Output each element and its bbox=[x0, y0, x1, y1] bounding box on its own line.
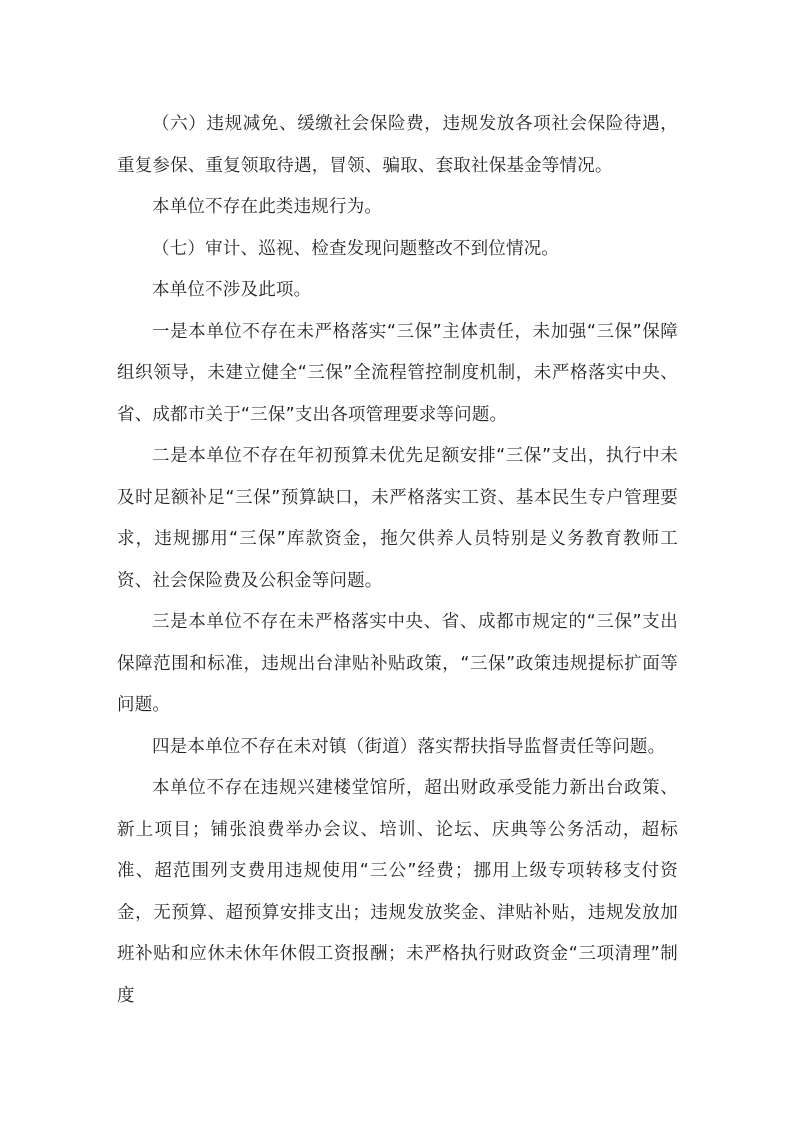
paragraph-six-answer: 本单位不存在此类违规行为。 bbox=[152, 197, 383, 217]
paragraph-seven-answer: 本单位不涉及此项。 bbox=[152, 280, 312, 300]
paragraph-item-one: 一是本单位不存在未严格落实“三保”主体责任，未加强“三保”保障组织领导，未建立健全“三保”全流程管控制度机制，未严格落实中央、省、成都市关于“三保”支出各项管理要求等问题。 bbox=[117, 321, 678, 425]
paragraph-item-four: 四是本单位不存在未对镇（街道）落实帮扶指导监督责任等问题。 bbox=[152, 736, 666, 757]
paragraph-summary: 本单位不存在违规兴建楼堂馆所，超出财政承受能力新出台政策、新上项目；铺张浪费举办会议、培训、论坛、庆典等公务活动，超标准、超范围列支费用违规使用“三公”经费；挪用上级专项转移支付资金，无预算、超预算安排支出；违规发放奖金、津贴补贴，违规发放加班补贴和应休未休年休假工资报酬；未严格执行财政资金“三项清理”制度 bbox=[117, 778, 678, 1006]
paragraph-six-heading: （六）违规减免、缓缴社会保险费，违规发放各项社会保险待遇，重复参保、重复领取待遇，冒领、骗取、套取社保基金等情况。 bbox=[117, 114, 678, 176]
paragraph-item-three: 三是本单位不存在未严格落实中央、省、成都市规定的“三保”支出保障范围和标准，违规出台津贴补贴政策，“三保”政策违规提标扩面等问题。 bbox=[117, 612, 678, 715]
paragraph-item-two: 二是本单位不存在年初预算未优先足额安排“三保”支出，执行中未及时足额补足“三保”预算缺口，未严格落实工资、基本民生专户管理要求，违规挪用“三保”库款资金，拖欠供养人员特别是义务教育教师工资、社会保险费及公积金等问题。 bbox=[117, 446, 678, 591]
paragraph-seven-heading: （七）审计、巡视、检查发现问题整改不到位情况。 bbox=[152, 238, 560, 259]
